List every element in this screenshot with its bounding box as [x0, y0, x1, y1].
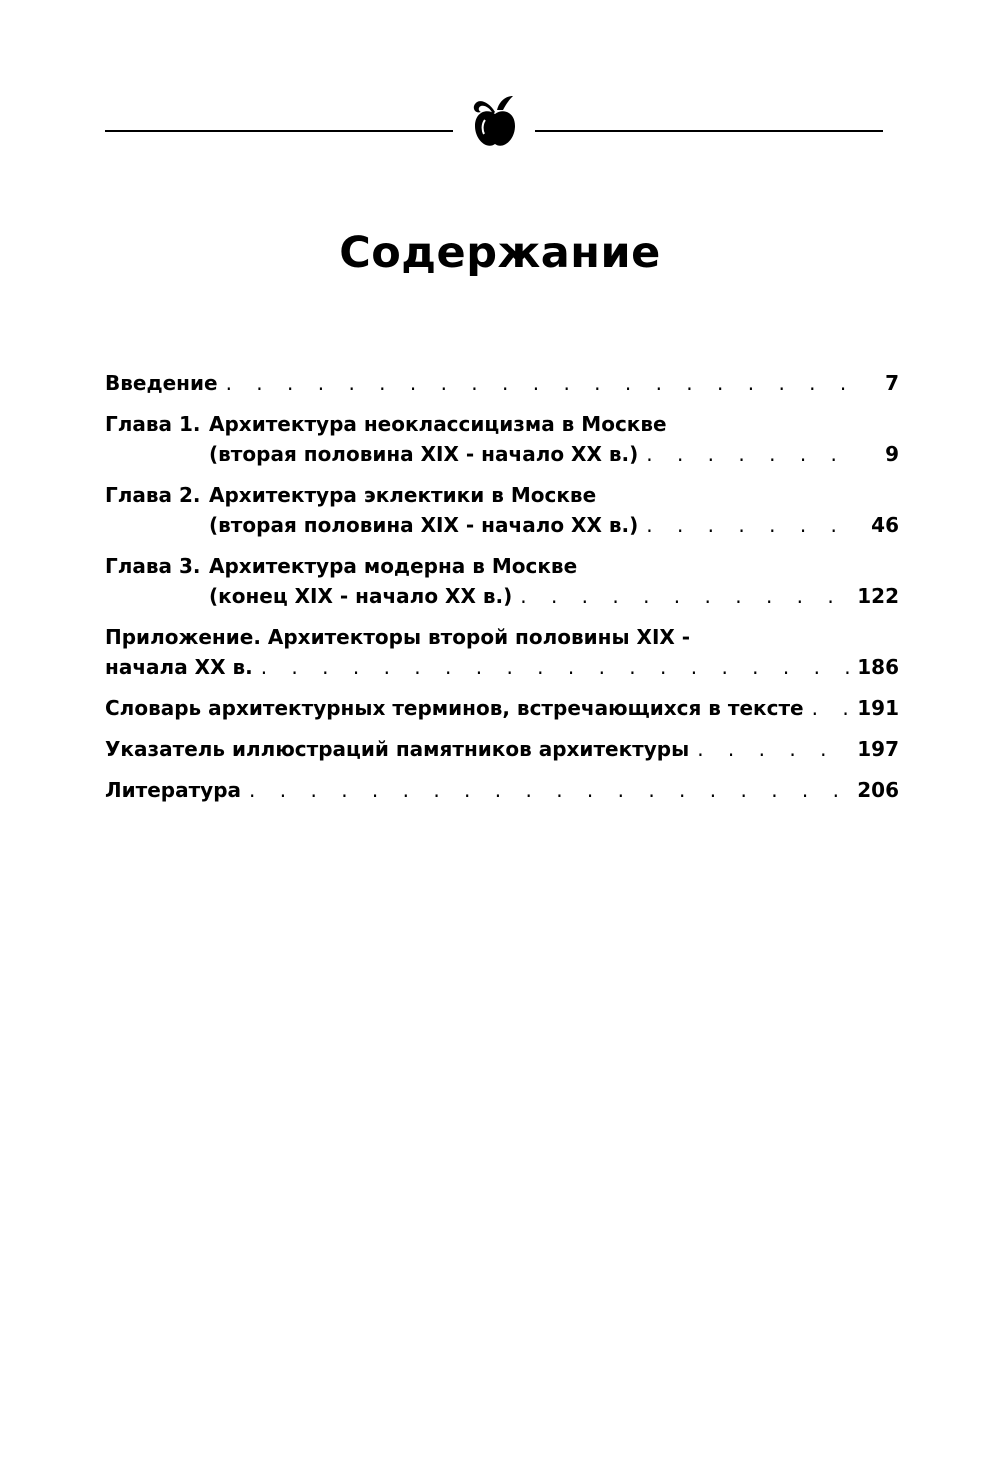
toc-chapter-number: Глава 2.	[105, 483, 201, 507]
toc-entry-chapter-2[interactable]	[105, 480, 899, 540]
toc-page-number: 9	[885, 442, 899, 466]
toc-entry-label: Литература	[105, 778, 242, 802]
toc-page-number: 206	[857, 778, 899, 802]
toc-page-number: 7	[885, 371, 899, 395]
dot-leader	[249, 775, 849, 805]
toc-entry-appendix[interactable]	[105, 622, 899, 682]
toc-page-number: 191	[857, 696, 899, 720]
ornament-rule-left	[105, 130, 453, 132]
toc-entry-glossary[interactable]	[105, 693, 899, 723]
toc-entry-subtitle: (конец XIX - начало XX в.)	[209, 584, 513, 608]
toc-entry-title: Приложение. Архитекторы второй половины XIX -	[105, 625, 691, 649]
dot-leader	[646, 439, 857, 469]
header-ornament	[105, 88, 883, 158]
dot-leader	[226, 368, 857, 398]
toc-entry-label: Введение	[105, 371, 218, 395]
toc-entry-chapter-3[interactable]	[105, 551, 899, 611]
page-title: Содержание	[339, 228, 661, 278]
toc-page-number: 122	[857, 584, 899, 608]
toc-entry-title: Архитектура модерна в Москве	[209, 554, 578, 578]
toc-entry-literature[interactable]	[105, 775, 899, 805]
table-of-contents	[105, 368, 899, 816]
dot-leader	[520, 581, 849, 611]
toc-page-number: 197	[857, 737, 899, 761]
apple-fleuron-icon	[469, 88, 521, 154]
toc-entry-label: Указатель иллюстраций памятников архитектуры	[105, 737, 690, 761]
toc-chapter-number: Глава 3.	[105, 554, 201, 578]
toc-entry-introduction[interactable]	[105, 368, 899, 398]
toc-entry-title: Архитектура эклектики в Москве	[209, 483, 597, 507]
toc-entry-title: Архитектура неоклассицизма в Москве	[209, 412, 667, 436]
toc-entry-subtitle: (вторая половина XIX - начало XX в.)	[209, 513, 639, 537]
toc-page-number: 46	[871, 513, 899, 537]
toc-entry-illustrations-index[interactable]	[105, 734, 899, 764]
dot-leader	[646, 510, 857, 540]
dot-leader	[812, 693, 850, 723]
toc-chapter-number: Глава 1.	[105, 412, 201, 436]
toc-entry-subtitle: (вторая половина XIX - начало XX в.)	[209, 442, 639, 466]
dot-leader	[261, 652, 850, 682]
toc-entry-chapter-1[interactable]	[105, 409, 899, 469]
toc-entry-subtitle: начала XX в.	[105, 655, 253, 679]
toc-page-number: 186	[857, 655, 899, 679]
toc-entry-label: Словарь архитектурных терминов, встречающихся в тексте	[105, 696, 804, 720]
ornament-rule-right	[535, 130, 883, 132]
dot-leader	[697, 734, 849, 764]
